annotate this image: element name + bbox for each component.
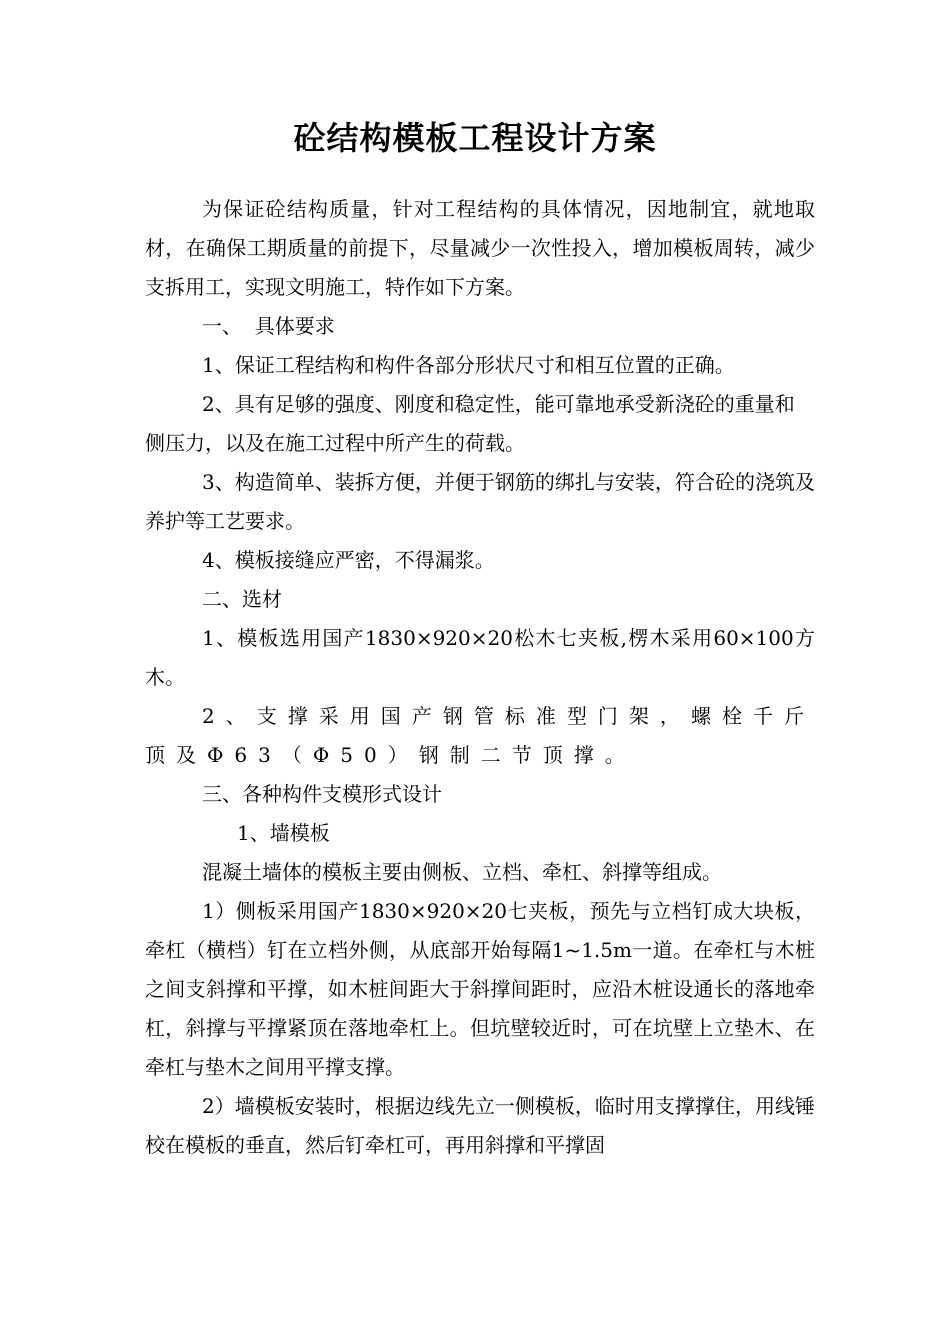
section-heading-formwork-design: 三、各种构件支模形式设计 <box>202 782 442 806</box>
requirement-item-3: 3、构造简单、装拆方便，并便于钢筋的绑扎与安装，符合砼的浇筑及养护等工艺要求。 <box>145 470 815 533</box>
requirement-item-4: 4、模板接缝应严密，不得漏浆。 <box>202 548 495 572</box>
document-body <box>145 190 815 1165</box>
requirement-item-1: 1、保证工程结构和构件各部分形状尺寸和相互位置的正确。 <box>202 353 735 377</box>
wall-formwork-step-1: 1）侧板采用国产1830×920×20七夹板，预先与立档钉成大块板，牵杠（横档）钉在立档外侧，从底部开始每隔1~1.5m一道。在牵杠与木桩之间支斜撑和平撑，如木桩间距大于斜撑间距时，应沿木桩设通长的落地牵杠，斜撑与平撑紧顶在落地牵杠上。但坑壁较近时，可在坑壁上立垫木、在牵杠与垫木之间用平撑支撑。 <box>145 899 815 1079</box>
wall-formwork-step-2: 2）墙模板安装时，根据边线先立一侧模板，临时用支撑撑住，用线锤校在模板的垂直，然后钉牵杠可，再用斜撑和平撑固 <box>145 1094 815 1157</box>
intro-paragraph: 为保证砼结构质量，针对工程结构的具体情况，因地制宜，就地取材，在确保工期质量的前提下，尽量减少一次性投入，增加模板周转，减少支拆用工，实现文明施工，特作如下方案。 <box>145 197 815 299</box>
material-item-1: 1、模板选用国产1830×920×20松木七夹板,楞木采用60×100方木。 <box>145 626 815 689</box>
document-title: 砼结构模板工程设计方案 <box>293 119 657 157</box>
section-heading-materials: 二、选材 <box>202 587 282 611</box>
subsection-heading-wall-formwork: 1、墙模板 <box>237 821 330 845</box>
requirement-item-2: 2、具有足够的强度、刚度和稳定性，能可靠地承受新浇砼的重量和侧压力，以及在施工过程中所产生的荷载。 <box>145 392 795 455</box>
section-heading-requirements: 一、 具体要求 <box>202 314 335 338</box>
material-item-2: 2、支撑采用国产钢管标准型门架，螺栓千斤顶及Φ63（Φ50）钢制二节顶撑。 <box>145 704 815 767</box>
wall-formwork-intro: 混凝土墙体的模板主要由侧板、立档、牵杠、斜撑等组成。 <box>202 860 722 884</box>
